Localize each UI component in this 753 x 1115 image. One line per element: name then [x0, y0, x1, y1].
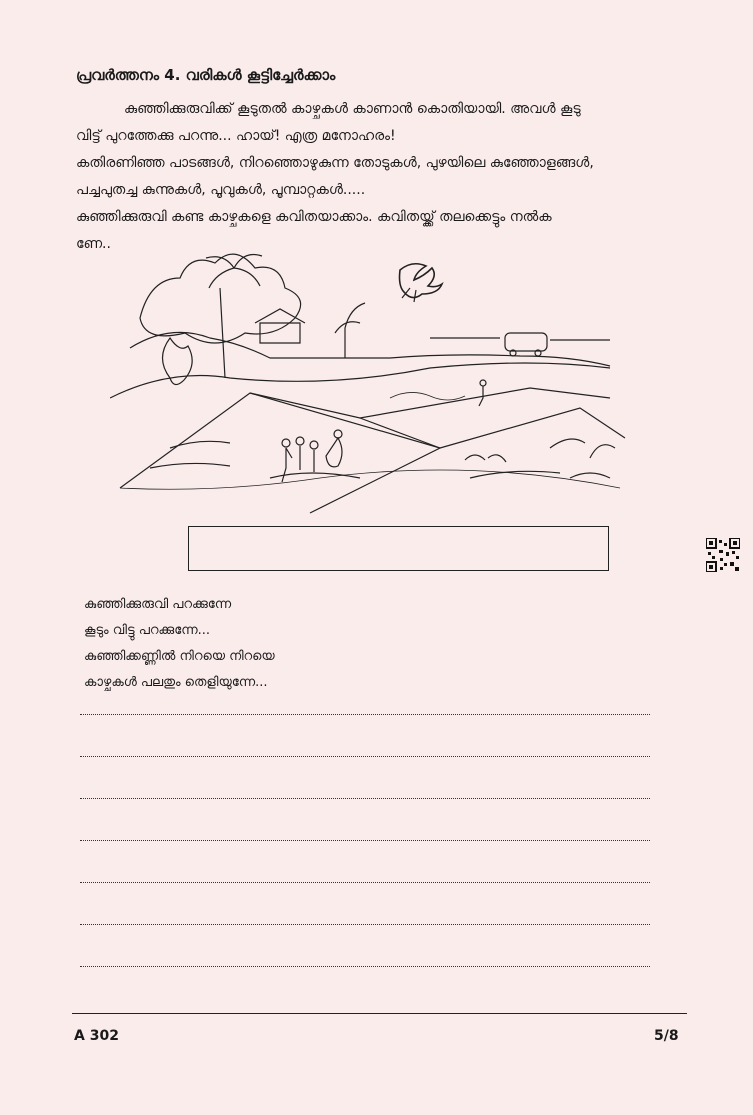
paper-code: A 302	[74, 1028, 119, 1044]
poem-title-box[interactable]	[188, 526, 609, 571]
activity-paragraph	[76, 96, 676, 258]
writing-line[interactable]	[80, 924, 650, 925]
writing-line[interactable]	[80, 798, 650, 799]
footer-rule	[72, 1013, 687, 1014]
paragraph-line: കുഞ്ഞിക്കുരുവി കണ്ട കാഴ്ചകളെ കവിതയാക്കാം. കവിതയ്ക്ക് തലക്കെട്ടും നൽക	[76, 209, 552, 225]
poem-line: കാഴ്ചകൾ പലതും തെളിയുന്നേ...	[84, 675, 268, 690]
writing-line[interactable]	[80, 840, 650, 841]
writing-line[interactable]	[80, 882, 650, 883]
poem-line: കുഞ്ഞിക്കുരുവി പറക്കുന്നേ	[84, 597, 232, 612]
bird-icon	[400, 264, 443, 302]
writing-line[interactable]	[80, 714, 650, 715]
activity-heading: പ്രവർത്തനം 4. വരികൾ കൂട്ടിച്ചേർക്കാം	[76, 66, 336, 84]
poem-line: കുഞ്ഞിക്കണ്ണിൽ നിറയെ നിറയെ	[84, 649, 275, 664]
writing-line[interactable]	[80, 756, 650, 757]
poem	[84, 592, 275, 696]
paragraph-line: പച്ചപുതച്ച കുന്നുകൾ, പൂവുകൾ, പൂമ്പാറ്റകൾ.....	[76, 182, 366, 198]
paragraph-line: ണേ..	[76, 236, 111, 252]
paragraph-line: കതിരണിഞ്ഞ പാടങ്ങൾ, നിറഞ്ഞൊഴുകുന്ന തോടുകൾ, പുഴയിലെ കുഞ്ഞോളങ്ങൾ,	[76, 155, 594, 171]
village-scene-illustration	[110, 248, 632, 518]
paragraph-line: കുഞ്ഞിക്കുരുവിക്ക് കൂടുതൽ കാഴ്ചകൾ കാണാൻ കൊതിയായി. അവൾ കൂടു	[124, 101, 581, 117]
poem-line: കൂടും വിട്ടു പറക്കുന്നേ...	[84, 623, 211, 638]
paragraph-line: വിട്ട് പുറത്തേക്കു പറന്നു... ഹായ്! എത്ര മനോഹരം!	[76, 128, 396, 144]
qr-code-icon	[706, 538, 740, 572]
writing-line[interactable]	[80, 966, 650, 967]
page-number: 5/8	[654, 1028, 679, 1044]
